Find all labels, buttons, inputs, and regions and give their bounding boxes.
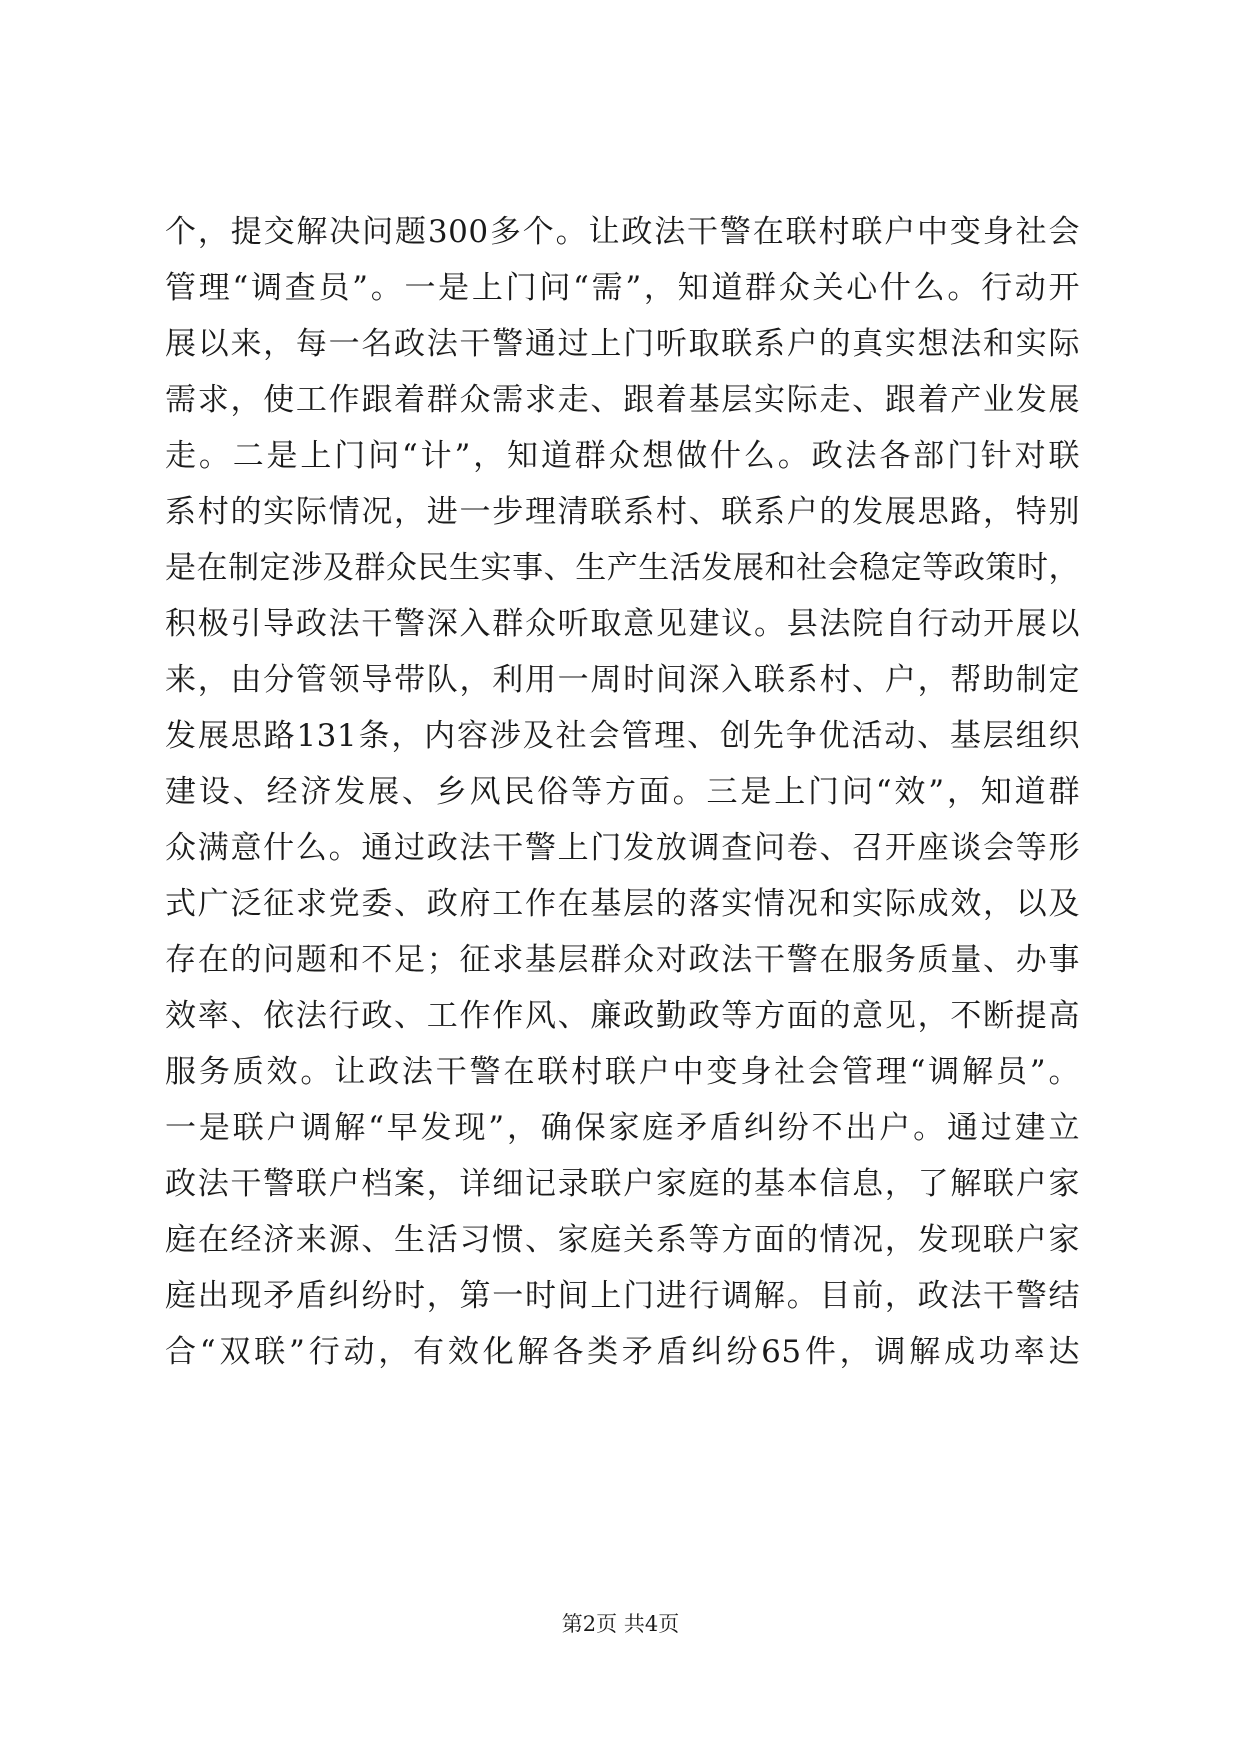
- body-text-line: 发展思路131条，内容涉及社会管理、创先争优活动、基层组织: [165, 718, 1080, 754]
- body-text-line: 效率、依法行政、工作作风、廉政勤政等方面的意见，不断提高: [165, 998, 1080, 1034]
- body-text-line: 式广泛征求党委、政府工作在基层的落实情况和实际成效，以及: [165, 886, 1080, 922]
- body-text-line: 个，提交解决问题300多个。让政法干警在联村联户中变身社会: [165, 214, 1080, 250]
- body-text-line: 政法干警联户档案，详细记录联户家庭的基本信息，了解联户家: [165, 1166, 1080, 1202]
- body-text-line: 合“双联”行动，有效化解各类矛盾纠纷65件，调解成功率达: [165, 1334, 1080, 1370]
- body-text-line: 走。二是上门问“计”，知道群众想做什么。政法各部门针对联: [165, 438, 1080, 474]
- body-text-line: 庭在经济来源、生活习惯、家庭关系等方面的情况，发现联户家: [165, 1222, 1080, 1258]
- body-text-line: 是在制定涉及群众民生实事、生产生活发展和社会稳定等政策时，: [165, 550, 1080, 586]
- page-number-footer: 第2页 共4页: [561, 1612, 680, 1636]
- body-text-line: 来，由分管领导带队，利用一周时间深入联系村、户，帮助制定: [165, 662, 1080, 698]
- body-text-line: 庭出现矛盾纠纷时，第一时间上门进行调解。目前，政法干警结: [165, 1278, 1080, 1314]
- body-text-line: 建设、经济发展、乡风民俗等方面。三是上门问“效”，知道群: [165, 774, 1080, 810]
- body-text-line: 展以来，每一名政法干警通过上门听取联系户的真实想法和实际: [165, 326, 1080, 362]
- body-text-line: 需求，使工作跟着群众需求走、跟着基层实际走、跟着产业发展: [165, 382, 1080, 418]
- body-text-line: 系村的实际情况，进一步理清联系村、联系户的发展思路，特别: [165, 494, 1080, 530]
- body-text-line: 服务质效。让政法干警在联村联户中变身社会管理“调解员”。: [165, 1054, 1080, 1090]
- body-text-line: 管理“调查员”。一是上门问“需”，知道群众关心什么。行动开: [165, 270, 1080, 306]
- body-text-line: 一是联户调解“早发现”，确保家庭矛盾纠纷不出户。通过建立: [165, 1110, 1080, 1146]
- body-text-line: 存在的问题和不足；征求基层群众对政法干警在服务质量、办事: [165, 942, 1080, 978]
- body-text-line: 众满意什么。通过政法干警上门发放调查问卷、召开座谈会等形: [165, 830, 1080, 866]
- body-text-line: 积极引导政法干警深入群众听取意见建议。县法院自行动开展以: [165, 606, 1080, 642]
